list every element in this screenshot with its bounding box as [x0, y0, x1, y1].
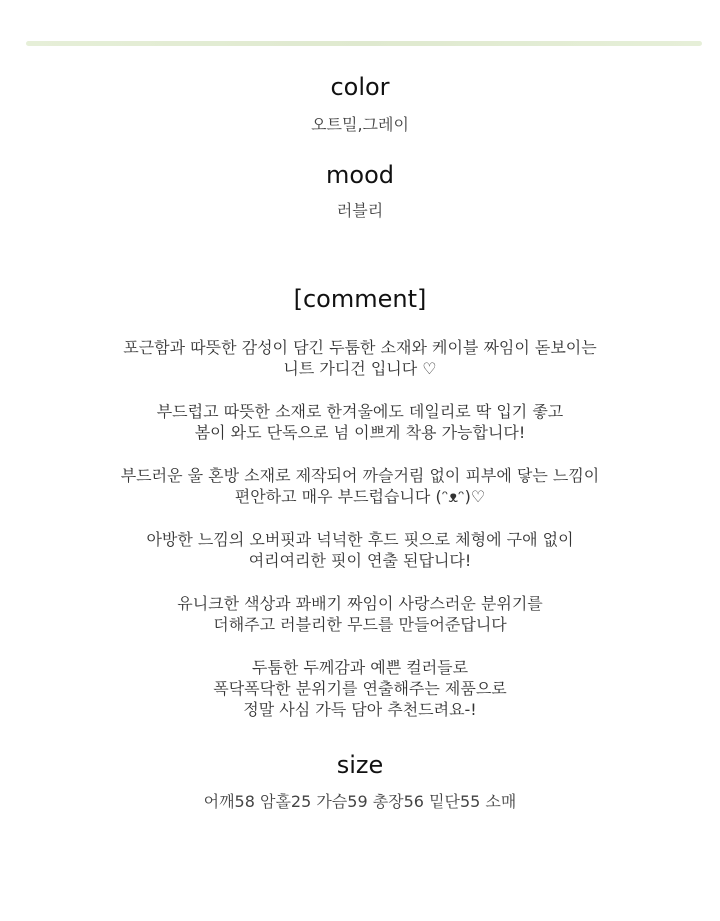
- comment-paragraph-6: [0, 657, 720, 720]
- size-heading: size: [336, 751, 384, 779]
- comment-line: 더해주고 러블리한 무드를 만들어준답니다: [213, 615, 507, 634]
- comment-paragraph-4: [0, 529, 720, 571]
- mood-section: [0, 160, 720, 222]
- comment-section: [0, 284, 720, 314]
- comment-line: 정말 사심 가득 담아 추천드려요-!: [243, 700, 477, 719]
- comment-paragraph-5: [0, 593, 720, 635]
- comment-line: 편안하고 매우 부드럽습니다 (ᵔᴥᵔ)♡: [234, 487, 486, 506]
- color-section: [0, 72, 720, 136]
- mood-heading: mood: [326, 161, 394, 189]
- comment-line: 유니크한 색상과 꽈배기 짜임이 사랑스러운 분위기를: [177, 594, 543, 613]
- comment-heading: [comment]: [293, 285, 427, 313]
- mood-value: 러블리: [336, 201, 384, 220]
- comment-line: 아방한 느낌의 오버핏과 넉넉한 후드 핏으로 체형에 구애 없이: [146, 530, 574, 549]
- comment-paragraph-1: [0, 337, 720, 379]
- comment-paragraph-3: [0, 465, 720, 507]
- top-divider: [26, 41, 702, 46]
- comment-line: 여리여리한 핏이 연출 된답니다!: [248, 551, 472, 570]
- color-value: 오트밀,그레이: [311, 115, 409, 134]
- comment-line: 봄이 와도 단독으로 넘 이쁘게 착용 가능합니다!: [194, 423, 526, 442]
- comment-line: 부드럽고 따뜻한 소재로 한겨울에도 데일리로 딱 입기 좋고: [156, 402, 564, 421]
- comment-paragraph-2: [0, 401, 720, 443]
- comment-line: 두툼한 두께감과 예쁜 컬러들로: [251, 658, 469, 677]
- size-value: 어깨58 암홀25 가슴59 총장56 밑단55 소매: [203, 792, 517, 811]
- comment-line: 포근함과 따뜻한 감성이 담긴 두툼한 소재와 케이블 짜임이 돋보이는: [123, 338, 597, 357]
- comment-line: 니트 가디건 입니다 ♡: [283, 359, 437, 378]
- color-heading: color: [330, 73, 390, 101]
- size-section: [0, 750, 720, 813]
- comment-line: 부드러운 울 혼방 소재로 제작되어 까슬거림 없이 피부에 닿는 느낌이: [120, 466, 600, 485]
- comment-line: 폭닥폭닥한 분위기를 연출해주는 제품으로: [213, 679, 507, 698]
